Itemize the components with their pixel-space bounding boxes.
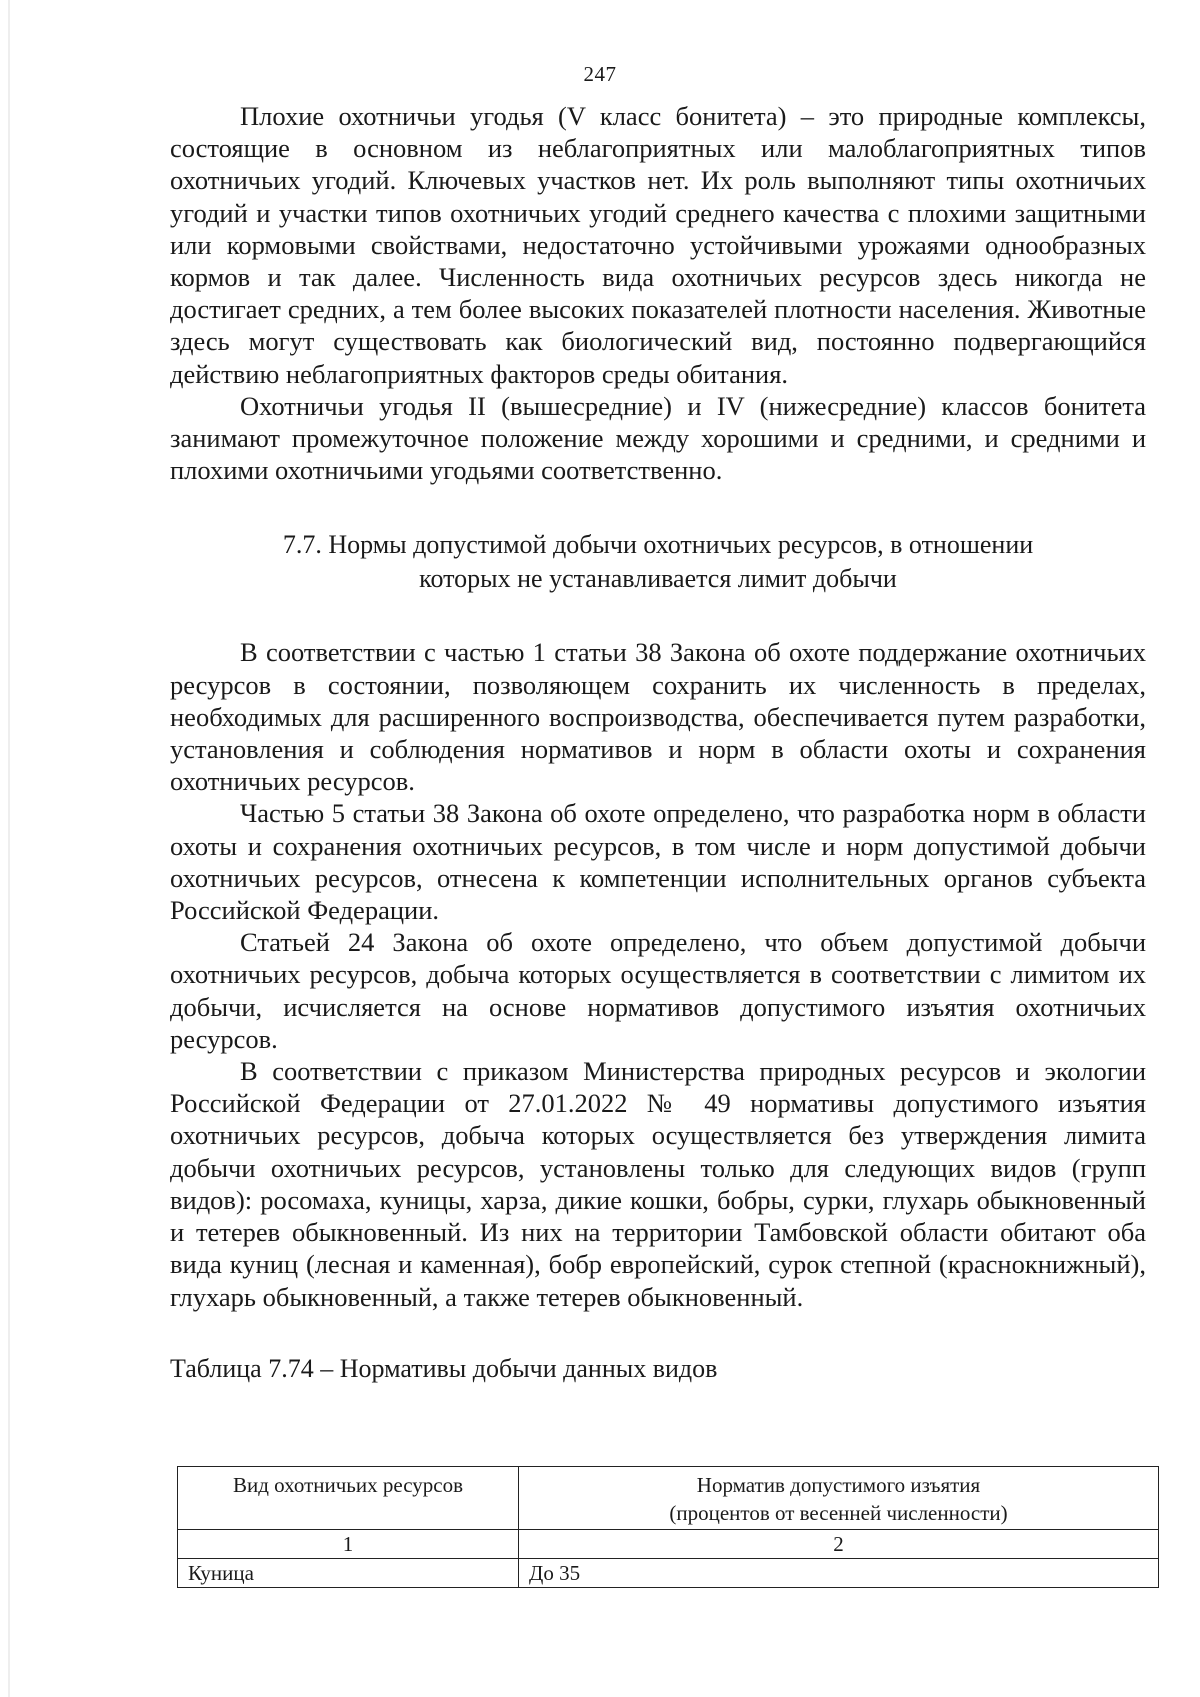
- section-heading-line-2: которых не устанавливается лимит добычи: [419, 564, 897, 594]
- paragraph-article-38-part-5: Частью 5 статьи 38 Закона об охоте определено, что разработка норм в области охоты и сохранения охотничьих ресурсов, в том числе и норм допустимой добычи охотничьих ресурсов, отнесена к компетенции исполнительных органов субъекта Российской Федерации.: [170, 798, 1146, 926]
- table-cell-species: Куница: [178, 1559, 519, 1588]
- paragraph-ministry-order: В соответствии с приказом Министерства природных ресурсов и экологии Российской Федерации от 27.01.2022 № 49 нормативы допустимого изъятия охотничьих ресурсов, добыча которых осуществляется без утверждения лимита добычи охотничьих ресурсов, установлены только для следующих видов (групп видов): росомаха, куницы, харза, дикие кошки, бобры, сурки, глухарь обыкновенный и тетерев обыкновенный. Из них на территории Тамбовской области обитают оба вида куниц (лесная и каменная), бобр европейский, сурок степной (краснокнижный), глухарь обыкновенный, а также тетерев обыкновенный.: [170, 1056, 1146, 1312]
- section-heading: [170, 528, 1146, 596]
- table-cell-norm: До 35: [519, 1559, 1159, 1588]
- table-numbering-row: [178, 1530, 1159, 1559]
- paragraph-article-38-part-1: В соответствии с частью 1 статьи 38 Закона об охоте поддержание охотничьих ресурсов в состоянии, позволяющем сохранить их численность в пределах, необходимых для расширенного воспроизводства, обеспечивается путем разработки, установления и соблюдения нормативов и норм в области охоты и сохранения охотничьих ресурсов.: [170, 637, 1146, 797]
- scan-artifact: [8, 0, 10, 1697]
- table-caption: Таблица 7.74 – Нормативы добычи данных видов: [170, 1353, 718, 1383]
- table-header-norm-line-1: Норматив допустимого изъятия: [696, 1473, 981, 1497]
- paragraph-article-24: Статьей 24 Закона об охоте определено, что объем допустимой добычи охотничьих ресурсов, добыча которых осуществляется в соответствии с лимитом их добычи, исчисляется на основе нормативов допустимого изъятия охотничьих ресурсов.: [170, 927, 1146, 1054]
- table-header-norm: [519, 1467, 1159, 1530]
- table-header-norm-line-2: (процентов от весенней численности): [669, 1501, 1008, 1525]
- section-heading-line-1: 7.7. Нормы допустимой добычи охотничьих ресурсов, в отношении: [282, 530, 1034, 560]
- table-column-number: 1: [178, 1530, 519, 1559]
- table-header-species: Вид охотничьих ресурсов: [178, 1467, 519, 1530]
- table-row: [178, 1559, 1159, 1588]
- table-header-row: [178, 1467, 1159, 1530]
- document-body: [170, 100, 1146, 1385]
- page-number: 247: [583, 62, 617, 86]
- norms-table: [177, 1466, 1159, 1588]
- paragraph-intermediate-classes: Охотничьи угодья II (вышесредние) и IV (нижесредние) классов бонитета занимают промежуточное положение между хорошими и средними, и средними и плохими охотничьими угодьями соответственно.: [170, 390, 1146, 486]
- paragraph-poor-grounds: Плохие охотничьи угодья (V класс бонитета) – это природные комплексы, состоящие в основном из неблагоприятных или малоблагоприятных типов охотничьих угодий. Ключевых участков нет. Их роль выполняют типы охотничьих угодий и участки типов охотничьих угодий среднего качества с плохими защитными или кормовыми свойствами, недостаточно устойчивыми урожаями однообразных кормов и так далее. Численность вида охотничьих ресурсов здесь никогда не достигает средних, а тем более высоких показателей плотности населения. Животные здесь могут существовать как биологический вид, постоянно подвергающийся действию неблагоприятных факторов среды обитания.: [170, 101, 1146, 389]
- table-column-number: 2: [519, 1530, 1159, 1559]
